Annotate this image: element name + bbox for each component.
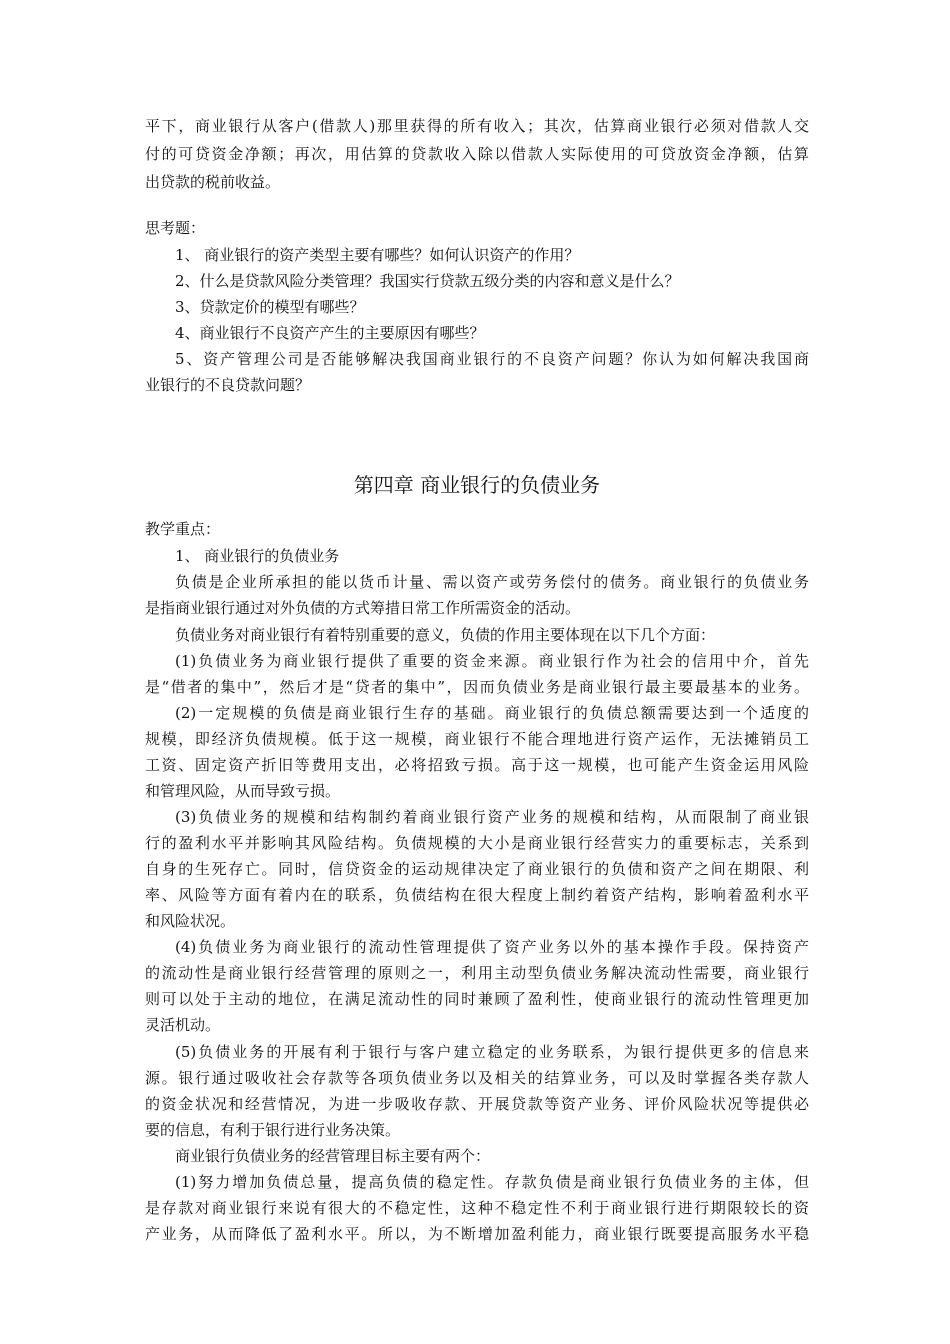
body-line: (3)负债业务的规模和结构制约着商业银行资产业务的规模和结构，从而限制了商业银 bbox=[175, 808, 809, 826]
body-line: (1)负债业务为商业银行提供了重要的资金来源。商业银行作为社会的信用中介，首先 bbox=[175, 652, 809, 670]
body-line: (2)一定规模的负债是商业银行生存的基础。商业银行的负债总额需要达到一个适度的 bbox=[175, 704, 809, 722]
intro-line-1: 平下，商业银行从客户(借款人)那里获得的所有收入；其次，估算商业银行必须对借款人交 bbox=[145, 117, 809, 135]
body-line: 的流动性是商业银行经营管理的原则之一，利用主动型负债业务解决流动性需要，商业银行 bbox=[145, 964, 809, 982]
body-line: 1、 商业银行的负债业务 bbox=[175, 547, 340, 565]
body-line: 源。银行通过吸收社会存款等各项负债业务以及相关的结算业务，可以及时掌握各类存款人 bbox=[145, 1069, 809, 1087]
question-item-3: 3、贷款定价的模型有哪些？ bbox=[175, 298, 365, 316]
body-line: 是存款对商业银行来说有很大的不稳定性，这种不稳定性不利于商业银行进行期限较长的资 bbox=[145, 1199, 809, 1217]
intro-line-3: 出贷款的税前收益。 bbox=[145, 173, 281, 191]
body-line: 则可以处于主动的地位，在满足流动性的同时兼顾了盈利性，使商业银行的流动性管理更加 bbox=[145, 990, 809, 1008]
body-line: 和风险状况。 bbox=[145, 912, 236, 930]
body-line: 负债是企业所承担的能以货币计量、需以资产或劳务偿付的债务。商业银行的负债业务 bbox=[175, 573, 809, 591]
body-line: 自身的生死存亡。同时，信贷资金的运动规律决定了商业银行的负债和资产之间在期限、利 bbox=[145, 860, 809, 878]
body-line: (5)负债业务的开展有利于银行与客户建立稳定的业务联系，为银行提供更多的信息来 bbox=[175, 1043, 809, 1061]
question-item-5: 5、资产管理公司是否能够解决我国商业银行的不良资产问题？你认为如何解决我国商 bbox=[175, 350, 809, 368]
question-item-2: 2、什么是贷款风险分类管理？我国实行贷款五级分类的内容和意义是什么？ bbox=[175, 272, 680, 290]
question-item-5-cont: 业银行的不良贷款问题？ bbox=[145, 376, 311, 394]
body-line: 的资金状况和经营情况，为进一步吸收存款、开展贷款等资产业务、评价风险状况等提供必 bbox=[145, 1095, 809, 1113]
body-line: (1)努力增加负债总量，提高负债的稳定性。存款负债是商业银行负债业务的主体，但 bbox=[175, 1173, 809, 1191]
questions-heading: 思考题： bbox=[145, 219, 206, 237]
body-line: 要的信息，有利于银行进行业务决策。 bbox=[145, 1121, 401, 1139]
body-line: 产业务，从而降低了盈利水平。所以，为不断增加盈利能力，商业银行既要提高服务水平稳 bbox=[145, 1225, 809, 1243]
body-line: 是“借者的集中”，然后才是“贷者的集中”，因而负债业务是商业银行最主要最基本的业务。 bbox=[145, 678, 809, 696]
intro-line-2: 付的可贷资金净额；再次，用估算的贷款收入除以借款人实际使用的可贷放资金净额，估算 bbox=[145, 145, 809, 163]
body-line: 和管理风险，从而导致亏损。 bbox=[145, 782, 341, 800]
body-line: 是指商业银行通过对外负债的方式筹措日常工作所需资金的活动。 bbox=[145, 599, 581, 617]
focus-heading: 教学重点： bbox=[145, 520, 221, 538]
body-line: 灵活机动。 bbox=[145, 1016, 221, 1034]
question-item-1: 1、 商业银行的资产类型主要有哪些？如何认识资产的作用？ bbox=[175, 246, 580, 264]
body-line: (4)负债业务为商业银行的流动性管理提供了资产业务以外的基本操作手段。保持资产 bbox=[175, 938, 809, 956]
body-line: 率、风险等方面有着内在的联系，负债结构在很大程度上制约着资产结构，影响着盈利水平 bbox=[145, 886, 809, 904]
body-line: 负债业务对商业银行有着特别重要的意义，负债的作用主要体现在以下几个方面： bbox=[175, 626, 716, 644]
body-line: 工资、固定资产折旧等费用支出，必将招致亏损。高于这一规模，也可能产生资金运用风险 bbox=[145, 756, 809, 774]
body-line: 商业银行负债业务的经营管理目标主要有两个： bbox=[175, 1147, 491, 1165]
question-item-4: 4、商业银行不良资产产生的主要原因有哪些？ bbox=[175, 324, 485, 342]
body-line: 行的盈利水平并影响其风险结构。负债规模的大小是商业银行经营实力的重要标志，关系到 bbox=[145, 834, 809, 852]
chapter-title: 第四章 商业银行的负债业务 bbox=[353, 473, 601, 497]
body-line: 规模，即经济负债规模。低于这一规模，商业银行不能合理地进行资产运作，无法摊销员工 bbox=[145, 730, 809, 748]
